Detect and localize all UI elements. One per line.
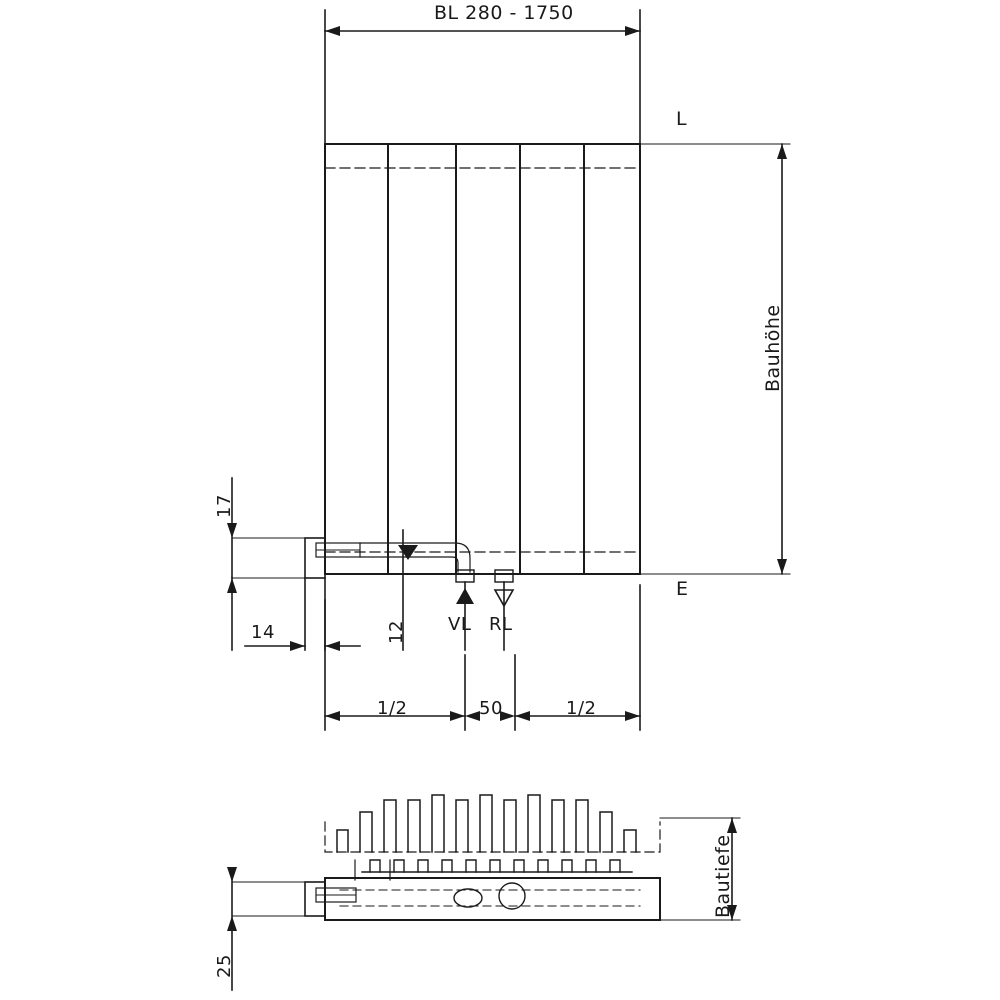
label-dim-17: 17 bbox=[214, 494, 235, 518]
label-bl-width: BL 280 - 1750 bbox=[434, 2, 574, 24]
label-rl: RL bbox=[489, 614, 513, 635]
left-connection-block-front bbox=[305, 538, 513, 582]
radiator-side-view bbox=[305, 795, 660, 920]
label-dim-12: 12 bbox=[386, 620, 407, 644]
label-vl: VL bbox=[448, 614, 472, 635]
label-dim-25: 25 bbox=[214, 954, 235, 978]
dimension-bl-width bbox=[325, 10, 640, 150]
label-connection-l: L bbox=[676, 108, 688, 130]
radiator-front-view bbox=[325, 144, 640, 574]
dimension-25 bbox=[227, 867, 305, 990]
label-dim-14: 14 bbox=[251, 622, 275, 643]
label-dim-50: 50 bbox=[479, 698, 503, 719]
label-half-left: 1/2 bbox=[377, 698, 408, 719]
dimension-17 bbox=[227, 478, 310, 593]
label-bautiefe: Bautiefe bbox=[712, 834, 734, 918]
label-half-right: 1/2 bbox=[566, 698, 597, 719]
label-bauhoehe: Bauhöhe bbox=[762, 304, 784, 392]
label-connection-e: E bbox=[676, 578, 689, 600]
